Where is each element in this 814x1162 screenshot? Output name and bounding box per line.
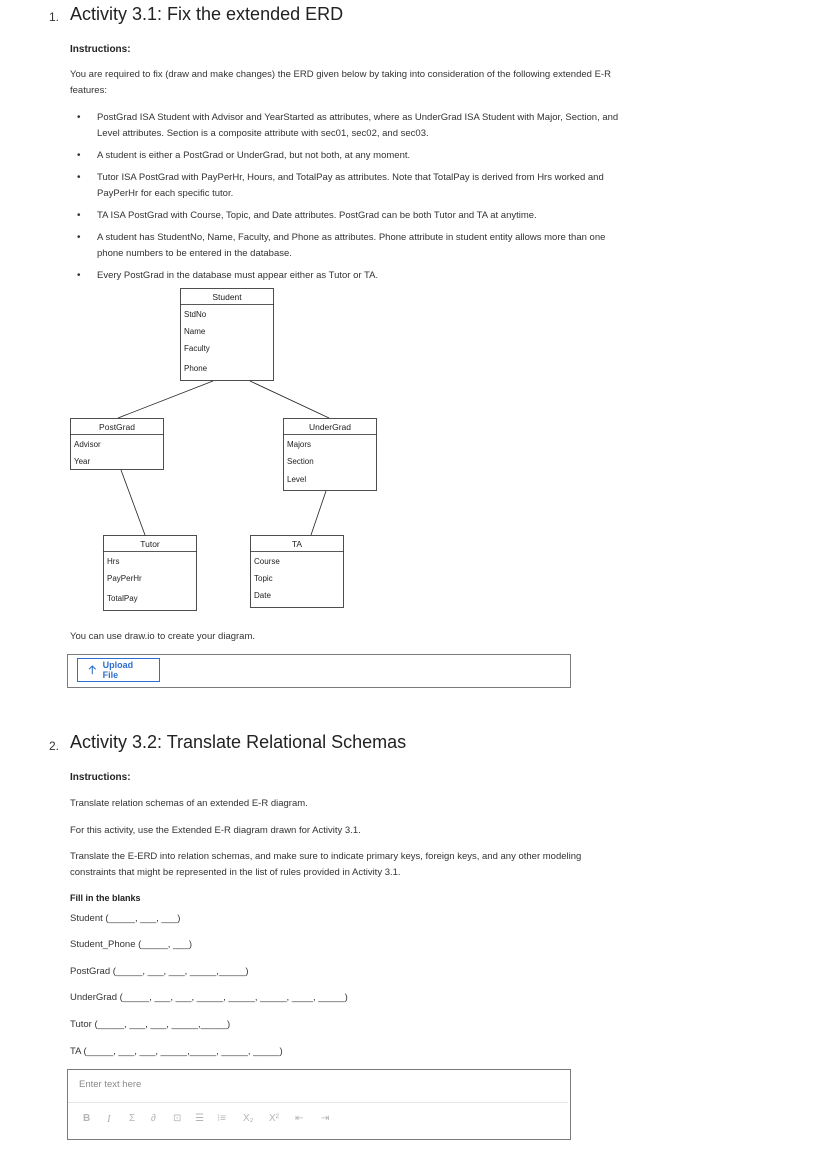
student-attr: StdNo: [184, 310, 207, 319]
instructions-label: Instructions:: [70, 44, 131, 55]
drawio-note: You can use draw.io to create your diagram.: [70, 631, 256, 642]
ta-attr: Topic: [254, 574, 273, 583]
postgrad-entity-title: PostGrad: [99, 422, 135, 432]
instruction-text: Translate relation schemas of an extended E-R diagram.: [70, 798, 308, 809]
student-undergrad-line: [250, 381, 329, 418]
instruction-text: For this activity, use the Extended E-R diagram drawn for Activity 3.1.: [70, 825, 361, 836]
link-icon[interactable]: ∂: [151, 1113, 156, 1124]
editor-divider: [68, 1102, 568, 1103]
list-item: • PostGrad ISA Student with Advisor and YearStarted as attributes, where as UnderGrad ISA Student with Major, Section, and Level attributes. Section is a composite attribute with sec01, sec02, and sec03.: [97, 110, 657, 142]
list-item: • Tutor ISA PostGrad with PayPerHr, Hours, and TotalPay as attributes. Note that TotalPay is derived from Hrs worked and PayPerHr for each specific tutor.: [97, 170, 657, 202]
student-attr: Name: [184, 327, 206, 336]
student-attr: Faculty: [184, 344, 210, 353]
undergrad-entity-title: UnderGrad: [308, 422, 352, 432]
list-item: • TA ISA PostGrad with Course, Topic, and Date attributes. PostGrad can be both Tutor and TA at anytime.: [97, 208, 657, 224]
undergrad-ta-line: [311, 491, 326, 535]
instruction-text: Translate the E-ERD into relation schemas, and make sure to indicate primary keys, foreign keys, and any other modeling constraints that might be represented in the list of rules provided in Activity 3.1.: [70, 851, 582, 878]
ta-entity-title: TA: [291, 539, 303, 549]
subscript-icon[interactable]: X₂: [243, 1113, 254, 1124]
schema-blank-tutor[interactable]: Tutor (_____, ___, ___, _____,_____): [70, 1019, 231, 1030]
tutor-attr: TotalPay: [107, 594, 138, 603]
undergrad-attr: Section: [287, 457, 314, 466]
question-number: 2.: [49, 739, 60, 753]
instructions-label: Instructions:: [70, 772, 131, 783]
bold-icon[interactable]: B: [83, 1113, 91, 1124]
intro-paragraph: You are required to fix (draw and make changes) the ERD given below by taking into consideration of the following extended E-R features:: [70, 69, 611, 96]
student-attr: Phone: [184, 364, 208, 373]
answer-editor: [67, 1069, 571, 1140]
equation-icon[interactable]: Σ: [129, 1113, 136, 1124]
question-title: Activity 3.1: Fix the extended ERD: [70, 4, 344, 24]
postgrad-attr: Year: [74, 457, 91, 466]
image-icon[interactable]: ⊡: [173, 1113, 182, 1124]
question-title: Activity 3.2: Translate Relational Schemas: [70, 732, 407, 752]
superscript-icon[interactable]: X²: [269, 1113, 279, 1124]
italic-icon[interactable]: I: [107, 1113, 111, 1125]
upload-file-button[interactable]: Upload File: [77, 658, 160, 682]
editor-input[interactable]: Enter text here: [79, 1079, 142, 1090]
undergrad-attr: Majors: [287, 440, 312, 449]
schema-blank-ta[interactable]: TA (_____, ___, ___, _____,_____, _____, _____): [70, 1046, 283, 1057]
undergrad-attr: Level: [287, 475, 307, 484]
student-entity-title: Student: [212, 292, 242, 302]
student-postgrad-line: [118, 381, 213, 418]
bullet-list-icon[interactable]: ☰: [195, 1113, 204, 1124]
ta-attr: Course: [254, 557, 280, 566]
schema-blank-student[interactable]: Student (_____, ___, ___): [70, 913, 181, 924]
arrow-up-icon: [88, 665, 97, 675]
fill-blanks-label: Fill in the blanks: [70, 893, 141, 903]
question-number: 1.: [49, 10, 60, 24]
schema-blank-undergrad[interactable]: UnderGrad (_____, ___, ___, _____, _____, _____, ____, _____): [70, 992, 348, 1003]
indent-icon[interactable]: ⇥: [321, 1113, 330, 1124]
outdent-icon[interactable]: ⇤: [295, 1113, 304, 1124]
schema-blank-postgrad[interactable]: PostGrad (_____, ___, ___, _____,_____): [70, 966, 249, 977]
list-item: • A student is either a PostGrad or UnderGrad, but not both, at any moment.: [97, 148, 657, 164]
tutor-attr: Hrs: [107, 557, 120, 566]
postgrad-attr: Advisor: [74, 440, 101, 449]
list-item: • A student has StudentNo, Name, Faculty, and Phone as attributes. Phone attribute in student entity allows more than one phone numbers to be entered in the database.: [97, 230, 657, 262]
ta-attr: Date: [254, 591, 271, 600]
schema-blank-student-phone[interactable]: Student_Phone (_____, ___): [70, 939, 193, 950]
tutor-attr: PayPerHr: [107, 574, 142, 583]
postgrad-tutor-line: [121, 470, 145, 535]
list-item: • Every PostGrad in the database must appear either as Tutor or TA.: [97, 268, 657, 284]
editor-toolbar: [83, 1113, 343, 1125]
tutor-entity-title: Tutor: [140, 539, 160, 549]
numbered-list-icon[interactable]: ⁝≡: [217, 1113, 227, 1124]
